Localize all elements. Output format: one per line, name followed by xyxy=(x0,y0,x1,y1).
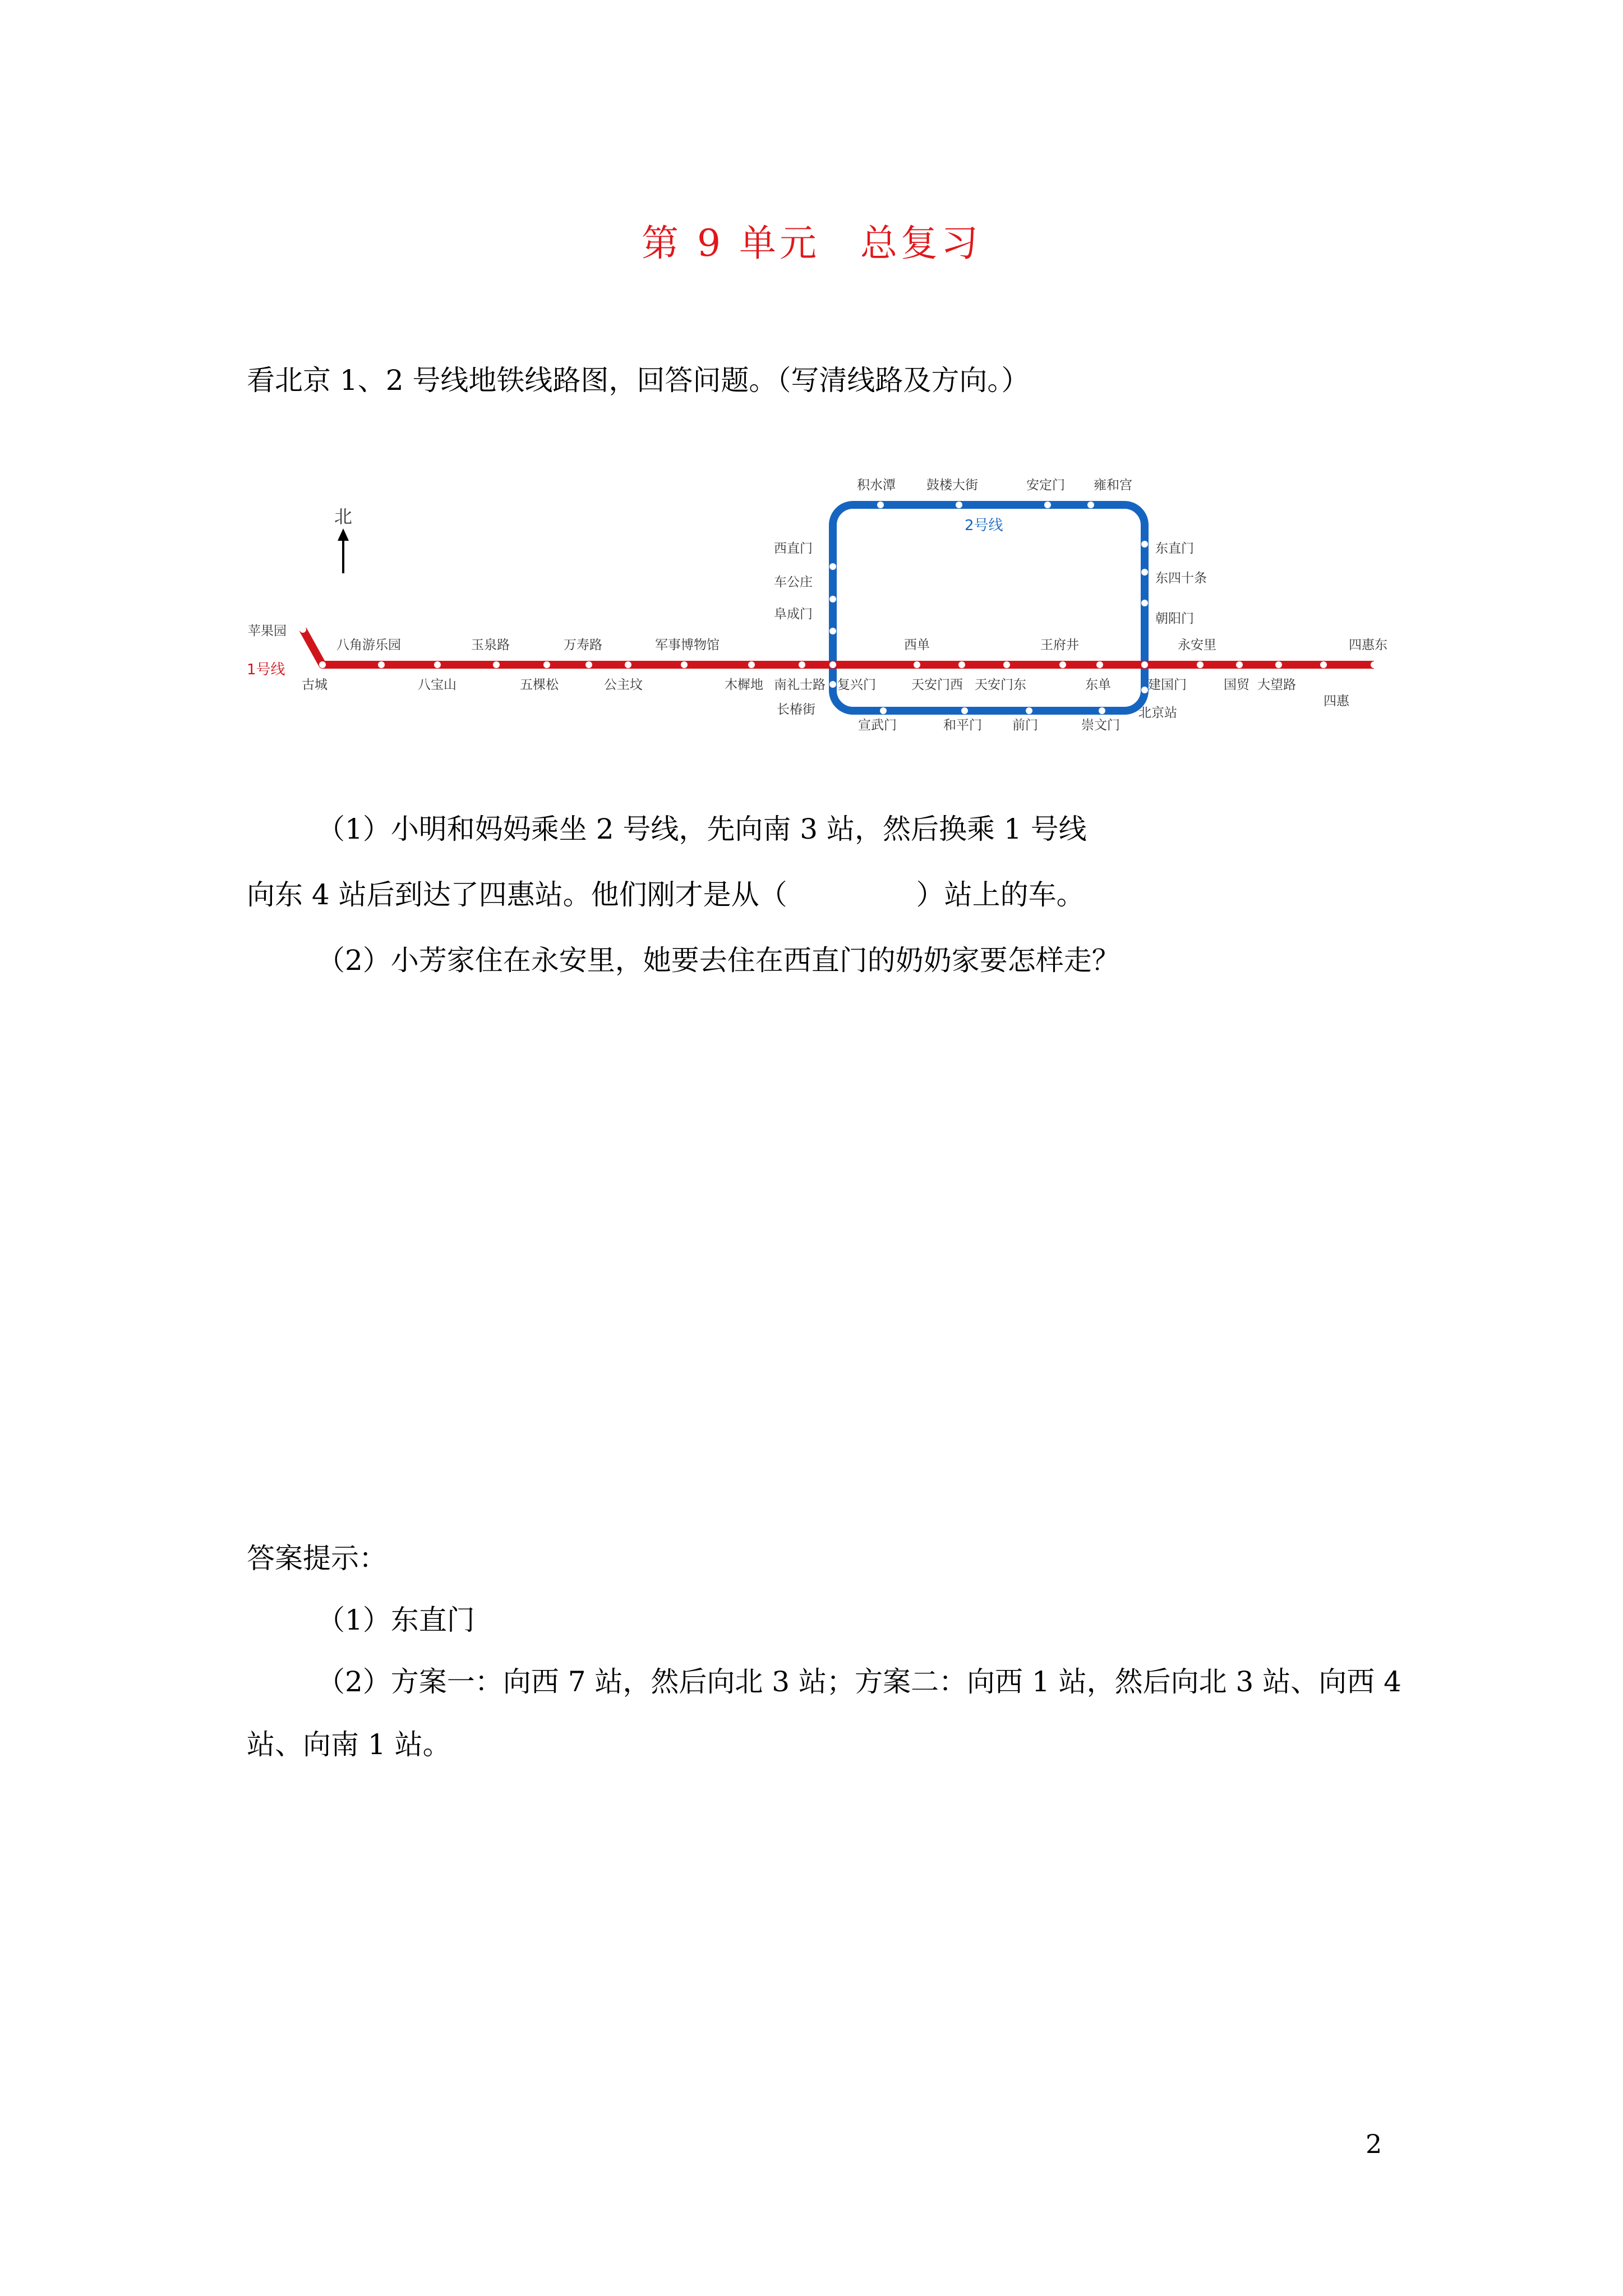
answer-2-line-1: （2）方案一：向西 7 站，然后向北 3 站；方案二：向西 1 站，然后向北 3 站、向西 4 xyxy=(317,1665,1401,1698)
question-2: （2）小芳家住在永安里，她要去住在西直门的奶奶家要怎样走？ xyxy=(317,944,1120,977)
station-label: 王府井 xyxy=(1040,638,1079,652)
station-label: 积水潭 xyxy=(857,478,896,493)
station-label: 车公庄 xyxy=(774,575,813,590)
station-label: 阜成门 xyxy=(774,607,813,622)
answer-heading: 答案提示： xyxy=(247,1542,387,1575)
station-label: 天安门东 xyxy=(975,678,1026,692)
station-label: 宣武门 xyxy=(858,718,897,733)
station-label: 国贸 xyxy=(1224,678,1249,692)
north-label: 北 xyxy=(334,506,353,527)
station-label: 前门 xyxy=(1012,718,1038,733)
answer-1: （1）东直门 xyxy=(317,1604,475,1636)
station-label: 建国门 xyxy=(1148,678,1187,692)
station-label: 雍和宫 xyxy=(1094,478,1132,493)
north-arrow-icon xyxy=(338,528,349,573)
station-label: 古城 xyxy=(302,678,328,692)
station-label: 复兴门 xyxy=(837,678,876,692)
station-label: 朝阳门 xyxy=(1155,611,1194,626)
line2-label: 2号线 xyxy=(965,517,1003,534)
station-label: 东直门 xyxy=(1155,541,1194,556)
station-label: 天安门西 xyxy=(911,678,963,692)
station-label: 四惠东 xyxy=(1349,638,1387,652)
station-label: 和平门 xyxy=(943,718,982,733)
station-label: 军事博物馆 xyxy=(655,638,720,652)
line1-label: 1号线 xyxy=(247,661,285,678)
question-1-text-after: ）站上的车。 xyxy=(916,878,1085,911)
station-label: 崇文门 xyxy=(1081,718,1120,733)
station-label: 四惠 xyxy=(1324,694,1349,708)
station-label: 西单 xyxy=(904,638,930,652)
question-1-line-2 xyxy=(247,878,1085,912)
station-label: 永安里 xyxy=(1178,638,1216,652)
answer-2-line-2: 站、向南 1 站。 xyxy=(247,1728,451,1761)
question-1-line-1: （1）小明和妈妈乘坐 2 号线，先向南 3 站，然后换乘 1 号线 xyxy=(317,813,1087,845)
station-label: 东四十条 xyxy=(1155,571,1207,586)
page-number: 2 xyxy=(1366,2129,1382,2159)
station-label: 玉泉路 xyxy=(471,638,510,652)
station-label: 鼓楼大街 xyxy=(926,478,978,493)
station-label: 苹果园 xyxy=(248,624,287,638)
station-label: 西直门 xyxy=(774,541,813,556)
station-label: 五棵松 xyxy=(520,678,559,692)
intro-text: 看北京 1、2 号线地铁线路图，回答问题。（写清线路及方向。） xyxy=(247,364,1030,397)
station-label: 北京站 xyxy=(1138,706,1177,720)
station-label: 东单 xyxy=(1085,678,1111,692)
subway-map xyxy=(236,449,1402,740)
station-label: 公主坟 xyxy=(604,678,643,692)
station-label: 万寿路 xyxy=(564,638,602,652)
page-title: 第 9 单元 总复习 xyxy=(642,222,981,265)
station-label: 安定门 xyxy=(1026,478,1065,493)
station-label: 八宝山 xyxy=(418,678,457,692)
station-label: 木樨地 xyxy=(725,678,763,692)
station-label: 长椿街 xyxy=(777,702,815,717)
station-label: 大望路 xyxy=(1257,678,1296,692)
station-label: 南礼士路 xyxy=(774,678,826,692)
station-label: 八角游乐园 xyxy=(336,638,401,652)
question-1-text-before: 向东 4 站后到达了四惠站。他们刚才是从（ xyxy=(247,878,787,911)
